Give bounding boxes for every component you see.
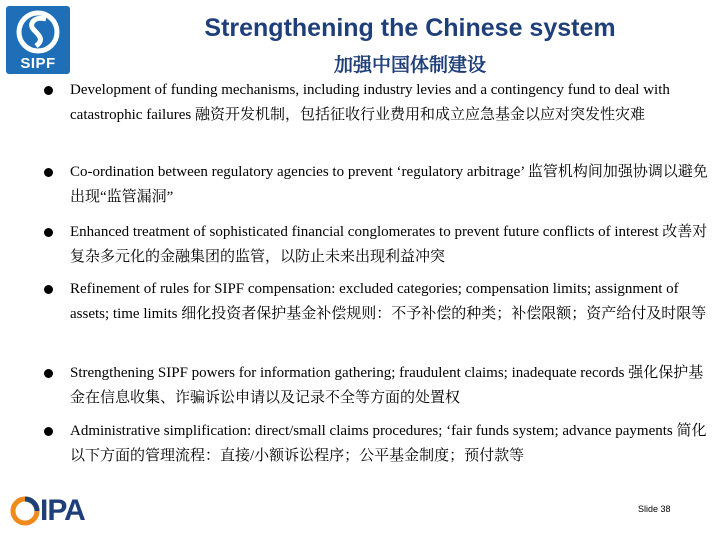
sipf-logo [6, 6, 70, 74]
bullet-item [42, 160, 714, 210]
bullet-dot-icon [44, 285, 53, 294]
page-title: Strengthening the Chinese system [204, 14, 616, 42]
bullet-dot-icon [44, 228, 53, 237]
bullet-item [42, 419, 714, 469]
sipf-logo-text: SIPF [20, 55, 56, 72]
bullet-dot-icon [44, 427, 53, 436]
bullet-list [42, 78, 714, 464]
bullet-text: Co-ordination between regulatory agencies to prevent ‘regulatory arbitrage’ 监管机构间加强协调以避免出现“监管漏洞” [70, 164, 708, 205]
bullet-dot-icon [44, 86, 53, 95]
ipa-emblem-icon [10, 494, 40, 528]
bullet-item [42, 78, 714, 128]
bullet-item [42, 277, 714, 327]
ipa-logo-text: IPA [40, 494, 85, 527]
bullet-text: Refinement of rules for SIPF compensation: excluded categories; compensation limits; assignment of assets; time limits 细化投资者保护基金补偿规则：不予补偿的种类；补偿限额；资产给付及时限等 [70, 281, 707, 322]
bullet-item [42, 220, 714, 270]
bullet-dot-icon [44, 369, 53, 378]
page-subtitle: 加强中国体制建设 [333, 54, 486, 76]
ipa-logo [10, 494, 100, 530]
bullet-text: Enhanced treatment of sophisticated financial conglomerates to prevent future conflicts of interest 改善对复杂多元化的金融集团的监管，以防止未来出现利益冲突 [70, 224, 708, 265]
bullet-text: Development of funding mechanisms, including industry levies and a contingency fund to deal with catastrophic failures 融资开发机制，包括征收行业费用和成立应急基金以应对突发性灾难 [70, 82, 670, 123]
bullet-text: Strengthening SIPF powers for information gathering; fraudulent claims; inadequate records 强化保护基金在信息收集、诈骗诉讼申请以及记录不全等方面的处置权 [70, 365, 704, 406]
bullet-text: Administrative simplification: direct/small claims procedures; ‘fair funds system; advance payments 简化以下方面的管理流程：直接/小额诉讼程序；公平基金制度；预付款等 [70, 423, 707, 464]
slide-number: Slide 38 [638, 504, 671, 514]
sipf-emblem-icon [12, 10, 64, 54]
bullet-dot-icon [44, 168, 53, 177]
bullet-item [42, 361, 714, 411]
